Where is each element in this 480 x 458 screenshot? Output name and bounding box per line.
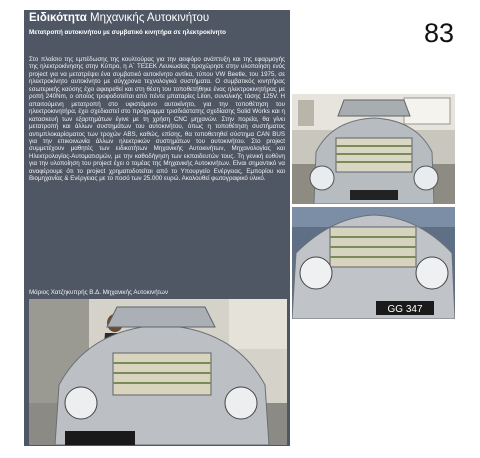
car-photo-batteries (292, 207, 455, 319)
article-body: Στο πλαίσιο της εμπέδωσης της κουλτούρας για την αειφόρο ανάπτυξη και της εφαρμογής της ηλεκτροκίνησης στην Κύπρο, η Α΄ ΤΕΣΕΚ Λευκωσίας προχώρησε στην υλοποίηση ενός project για να μετατρέψει ένα συμβατικό αυτοκίνητο αντίκα, τύπου VW Beetle, του 1975, σε ηλεκτροκίνητο αυτοκίνητο με σύγχρονα τεχνολογικά συστήματα. Ο συμβατικός κινητήρας εσωτερικής καύσης έχει αφαιρεθεί και στη θέση του τοποθετήθηκε ένας ηλεκτροκινητήρας με ροπή 240Nm, ο οποίος τροφοδοτείται από πέντε μπαταρίες LiIon, συνολικής τάσης 125V. Η απαιτούμενη μετατροπή στο υφιστάμενο αυτοκίνητο, για την τοποθέτηση του ηλεκτροκινητήρα, έχει σχεδιαστεί στο πρόγραμμα τρισδιάστατης σχεδίασης Solid Works και η κατασκευή των εξαρτημάτων έγινε με τη χρήση CNC μηχανών. Στην πορεία, θα γίνει μετατροπή και άλλων συστημάτων του αυτοκινήτου, όπως η τοποθέτηση συστήματος αντιμπλοκαρίσματος των τροχών ABS, καθώς, επίσης, θα τοποθετηθεί σύστημα CAN BUS για την επικοινωνία άλλων ηλεκτρικών συστημάτων του αυτοκινήτου. Στο project συμμετέχουν μαθητές των ειδικοτήτων Μηχανικής Αυτοκινήτων, Μηχανολογίας και Ηλεκτρολογίας-Αυτοματισμών, με την καθοδήγηση των εκπαιδευτών τους. Τη γενική ευθύνη για την υλοποίηση του project έχει ο τομέας της Μηχανικής Αυτοκινήτων. Είναι σημαντικό να αναφέρουμε ότι το project χρηματοδοτείται από το Υπουργείο Ενέργειας, Εμπορίου και Βιομηχανίας & Ενέργειας με το ποσό των 25.000 ευρώ. Ακολουθεί φωτογραφικό υλικό. (29, 56, 285, 183)
article-subtitle: Μετατροπή αυτοκινήτου με συμβατικό κινητήρα σε ηλεκτροκίνητο (29, 29, 226, 36)
title-bold: Ειδικότητα (29, 12, 87, 24)
car-photo-hood-open (292, 94, 455, 204)
license-plate-right: GG 347 (387, 304, 423, 315)
title-regular: Μηχανικής Αυτοκινήτου (90, 12, 210, 24)
article-author: Μάριος Χατζηκυπρής Β.Δ. Μηχανικής Αυτοκινήτων (29, 289, 168, 296)
page-title (29, 12, 289, 24)
car-photo-workshop (29, 299, 287, 445)
page-number: 83 (424, 18, 455, 48)
